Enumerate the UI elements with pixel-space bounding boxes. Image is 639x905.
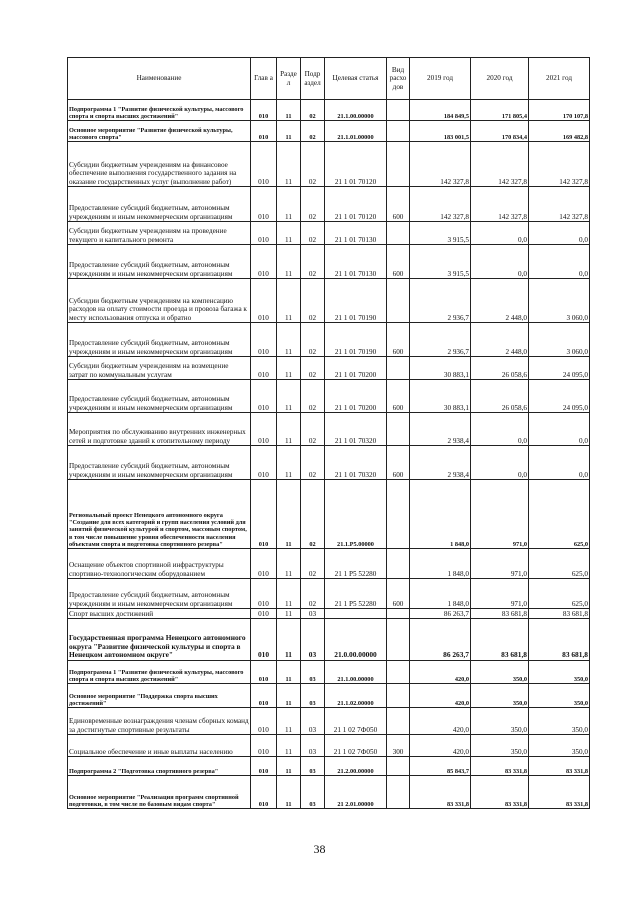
row-name: Предоставление субсидий бюджетным, автономным учреждениям и иным некоммерческим организациям (68, 380, 251, 413)
row-2021: 3 060,0 (529, 279, 590, 323)
row-target: 21 1 01 70190 (325, 323, 387, 357)
row-target: 21 1 01 70320 (325, 413, 387, 446)
row-glava: 010 (251, 245, 277, 279)
row-target: 21 1 01 70320 (325, 446, 387, 480)
row-razdel: 11 (277, 245, 301, 279)
row-expense (387, 757, 410, 776)
row-razdel: 11 (277, 684, 301, 708)
row-2019: 142 327,8 (410, 187, 471, 222)
row-podrazdel: 02 (301, 142, 325, 187)
row-name: Предоставление субсидий бюджетным, автономным учреждениям и иным некоммерческим организациям (68, 323, 251, 357)
row-podrazdel: 02 (301, 323, 325, 357)
row-glava: 010 (251, 708, 277, 735)
row-glava: 010 (251, 609, 277, 619)
row-2019: 1 848,0 (410, 579, 471, 609)
row-razdel: 11 (277, 708, 301, 735)
row-podrazdel: 03 (301, 776, 325, 809)
row-expense (387, 413, 410, 446)
table-row (68, 357, 590, 380)
row-expense (387, 222, 410, 245)
header-target: Целевая статья (325, 58, 387, 100)
row-razdel: 11 (277, 323, 301, 357)
table-row (68, 245, 590, 279)
row-2021: 625,0 (529, 549, 590, 579)
row-expense (387, 708, 410, 735)
row-podrazdel: 02 (301, 480, 325, 549)
row-razdel: 11 (277, 757, 301, 776)
row-name: Предоставление субсидий бюджетным, автономным учреждениям и иным некоммерческим организациям (68, 579, 251, 609)
row-2020: 0,0 (471, 222, 529, 245)
row-2020: 83 331,8 (471, 757, 529, 776)
row-podrazdel: 02 (301, 100, 325, 121)
row-expense (387, 142, 410, 187)
table-row (68, 776, 590, 809)
row-2020: 83 331,8 (471, 776, 529, 809)
row-expense (387, 100, 410, 121)
header-podrazdel: Подр аздел (301, 58, 325, 100)
row-expense: 600 (387, 187, 410, 222)
row-target: 21.2.00.00000 (325, 757, 387, 776)
row-2020: 171 805,4 (471, 100, 529, 121)
row-podrazdel: 03 (301, 757, 325, 776)
table-row (68, 187, 590, 222)
row-2019: 86 263,7 (410, 609, 471, 619)
row-2019: 2 936,7 (410, 323, 471, 357)
row-glava: 010 (251, 757, 277, 776)
row-2020: 2 448,0 (471, 279, 529, 323)
row-2019: 184 849,5 (410, 100, 471, 121)
row-2021: 350,0 (529, 661, 590, 684)
row-expense (387, 619, 410, 661)
row-target: 21 1 01 70130 (325, 245, 387, 279)
row-target: 21.1.P5.00000 (325, 480, 387, 549)
row-target: 21.1.02.00000 (325, 684, 387, 708)
row-expense (387, 279, 410, 323)
row-razdel: 11 (277, 549, 301, 579)
row-name: Субсидии бюджетным учреждениям на проведение текущего и капитального ремонта (68, 222, 251, 245)
row-glava: 010 (251, 222, 277, 245)
row-target: 21 1 01 70120 (325, 187, 387, 222)
row-podrazdel: 03 (301, 708, 325, 735)
table-row (68, 413, 590, 446)
row-name: Единовременные вознаграждения членам сборных команд за достигнутые спортивные результаты (68, 708, 251, 735)
row-2020: 170 834,4 (471, 121, 529, 142)
row-glava: 010 (251, 380, 277, 413)
row-glava: 010 (251, 776, 277, 809)
row-2020: 142 327,8 (471, 142, 529, 187)
row-name: Субсидии бюджетным учреждениям на компенсацию расходов на оплату стоимости проезда и провоза багажа к месту использования отпуска и обратно (68, 279, 251, 323)
row-2019: 420,0 (410, 684, 471, 708)
row-glava: 010 (251, 357, 277, 380)
row-2019: 85 843,7 (410, 757, 471, 776)
row-2020: 971,0 (471, 579, 529, 609)
row-razdel: 11 (277, 222, 301, 245)
row-name: Подпрограмма 2 "Подготовка спортивного резерва" (68, 757, 251, 776)
table-row (68, 446, 590, 480)
row-glava: 010 (251, 735, 277, 757)
table-row (68, 757, 590, 776)
row-podrazdel: 03 (301, 661, 325, 684)
row-target: 21 1 P5 52280 (325, 549, 387, 579)
row-2019: 2 938,4 (410, 446, 471, 480)
row-2020: 0,0 (471, 413, 529, 446)
row-target (325, 609, 387, 619)
row-razdel: 11 (277, 776, 301, 809)
row-name: Подпрограмма 1 "Развитие физической культуры, массового спорта и спорта высших достижений" (68, 100, 251, 121)
row-2020: 83 681,8 (471, 609, 529, 619)
header-name: Наименование (68, 58, 251, 100)
row-target: 21 1 01 70130 (325, 222, 387, 245)
row-glava: 010 (251, 187, 277, 222)
row-2019: 3 915,5 (410, 222, 471, 245)
row-glava: 010 (251, 549, 277, 579)
row-razdel: 11 (277, 279, 301, 323)
table-row (68, 279, 590, 323)
row-2020: 0,0 (471, 446, 529, 480)
row-2021: 24 095,0 (529, 380, 590, 413)
row-2021: 83 331,8 (529, 776, 590, 809)
row-name: Социальное обеспечение и иные выплаты населению (68, 735, 251, 757)
row-name: Мероприятия по обслуживанию внутренних инженерных сетей и подготовке зданий к отопительному периоду (68, 413, 251, 446)
row-2021: 0,0 (529, 446, 590, 480)
row-expense: 600 (387, 446, 410, 480)
row-razdel: 11 (277, 609, 301, 619)
row-name: Оснащение объектов спортивной инфраструктуры спортивно-технологическим оборудованием (68, 549, 251, 579)
row-target: 21 1 01 70200 (325, 380, 387, 413)
row-glava: 010 (251, 323, 277, 357)
row-2019: 30 883,1 (410, 380, 471, 413)
row-target: 21 2.01.00000 (325, 776, 387, 809)
row-2020: 971,0 (471, 549, 529, 579)
row-2020: 83 681,8 (471, 619, 529, 661)
header-2019: 2019 год (410, 58, 471, 100)
row-2019: 30 883,1 (410, 357, 471, 380)
row-2019: 1 848,0 (410, 549, 471, 579)
row-podrazdel: 02 (301, 222, 325, 245)
row-2019: 420,0 (410, 708, 471, 735)
row-razdel: 11 (277, 579, 301, 609)
row-name: Спорт высших достижений (68, 609, 251, 619)
row-target: 21.1.00.00000 (325, 100, 387, 121)
row-razdel: 11 (277, 100, 301, 121)
row-podrazdel: 02 (301, 579, 325, 609)
row-expense (387, 549, 410, 579)
table-row (68, 619, 590, 661)
table-row (68, 609, 590, 619)
row-name: Подпрограмма 1 "Развитие физической культуры, массового спорта и спорта высших достижений" (68, 661, 251, 684)
row-target: 21 1 P5 52280 (325, 579, 387, 609)
row-2021: 350,0 (529, 735, 590, 757)
row-glava: 010 (251, 684, 277, 708)
row-podrazdel: 02 (301, 121, 325, 142)
row-2021: 3 060,0 (529, 323, 590, 357)
row-expense: 600 (387, 323, 410, 357)
row-razdel: 11 (277, 142, 301, 187)
row-razdel: 11 (277, 413, 301, 446)
row-2019: 420,0 (410, 661, 471, 684)
row-target: 21 1 02 7Ф050 (325, 708, 387, 735)
row-2019: 2 938,4 (410, 413, 471, 446)
row-2019: 420,0 (410, 735, 471, 757)
page-number: 38 (313, 842, 326, 856)
table-header-row (68, 58, 590, 100)
row-name: Государственная программа Ненецкого автономного округа "Развитие физической культуры и спорта в Ненецком автономном округе" (68, 619, 251, 661)
row-razdel: 11 (277, 446, 301, 480)
row-2021: 625,0 (529, 480, 590, 549)
row-razdel: 11 (277, 619, 301, 661)
row-2019: 83 331,8 (410, 776, 471, 809)
row-2019: 2 936,7 (410, 279, 471, 323)
row-expense (387, 480, 410, 549)
row-2021: 169 482,8 (529, 121, 590, 142)
row-podrazdel: 02 (301, 279, 325, 323)
row-name: Основное мероприятие "Поддержка спорта высших достижений" (68, 684, 251, 708)
row-name: Субсидии бюджетным учреждениям на возмещение затрат по коммунальным услугам (68, 357, 251, 380)
table-row (68, 549, 590, 579)
row-2020: 142 327,8 (471, 187, 529, 222)
table-row (68, 222, 590, 245)
row-razdel: 11 (277, 661, 301, 684)
row-glava: 010 (251, 413, 277, 446)
row-podrazdel: 03 (301, 619, 325, 661)
table-row (68, 579, 590, 609)
row-2021: 625,0 (529, 579, 590, 609)
row-podrazdel: 02 (301, 413, 325, 446)
header-2020: 2020 год (471, 58, 529, 100)
row-podrazdel: 02 (301, 357, 325, 380)
header-razdel: Разде л (277, 58, 301, 100)
table-row (68, 121, 590, 142)
row-razdel: 11 (277, 480, 301, 549)
table-row (68, 142, 590, 187)
row-name: Субсидии бюджетным учреждениям на финансовое обеспечение выполнения государственного задания на оказание государственных услуг (выполнение работ) (68, 142, 251, 187)
row-2020: 2 448,0 (471, 323, 529, 357)
row-expense (387, 121, 410, 142)
row-2021: 142 327,8 (529, 142, 590, 187)
row-target: 21.0.00.00000 (325, 619, 387, 661)
row-2021: 0,0 (529, 245, 590, 279)
row-expense (387, 776, 410, 809)
row-target: 21 1 01 70120 (325, 142, 387, 187)
row-expense (387, 357, 410, 380)
row-glava: 010 (251, 480, 277, 549)
row-expense (387, 661, 410, 684)
row-2020: 350,0 (471, 661, 529, 684)
row-2019: 3 915,5 (410, 245, 471, 279)
table-row (68, 480, 590, 549)
row-expense (387, 684, 410, 708)
row-2020: 350,0 (471, 684, 529, 708)
row-glava: 010 (251, 121, 277, 142)
table-row (68, 684, 590, 708)
row-name: Предоставление субсидий бюджетным, автономным учреждениям и иным некоммерческим организациям (68, 446, 251, 480)
row-2019: 86 263,7 (410, 619, 471, 661)
row-2019: 183 001,5 (410, 121, 471, 142)
row-2019: 1 848,0 (410, 480, 471, 549)
row-podrazdel: 03 (301, 735, 325, 757)
row-2021: 24 095,0 (529, 357, 590, 380)
row-2021: 83 681,8 (529, 619, 590, 661)
row-2021: 83 331,8 (529, 757, 590, 776)
row-name: Предоставление субсидий бюджетным, автономным учреждениям и иным некоммерческим организациям (68, 187, 251, 222)
header-glava: Глав а (251, 58, 277, 100)
table-row (68, 661, 590, 684)
row-2021: 350,0 (529, 708, 590, 735)
row-name: Предоставление субсидий бюджетным, автономным учреждениям и иным некоммерческим организациям (68, 245, 251, 279)
row-expense: 600 (387, 579, 410, 609)
row-name: Основное мероприятие "Реализация программ спортивной подготовки, в том числе по базовым видам спорта" (68, 776, 251, 809)
row-razdel: 11 (277, 121, 301, 142)
row-target: 21 1 02 7Ф050 (325, 735, 387, 757)
row-glava: 010 (251, 619, 277, 661)
row-name: Региональный проект Ненецкого автономного округа "Создание для всех категорий и групп населения условий для занятий физической культурой и спортом, массовым спортом, в том числе повышение уровня обеспеченности населения объектами спорта и подготовка спортивного резерва" (68, 480, 251, 549)
row-2020: 971,0 (471, 480, 529, 549)
row-2021: 0,0 (529, 222, 590, 245)
row-target: 21.1.01.00000 (325, 121, 387, 142)
row-target: 21 1 01 70190 (325, 279, 387, 323)
row-glava: 010 (251, 661, 277, 684)
row-2020: 26 058,6 (471, 380, 529, 413)
row-razdel: 11 (277, 735, 301, 757)
row-2020: 350,0 (471, 708, 529, 735)
row-target: 21 1 01 70200 (325, 357, 387, 380)
table-row (68, 735, 590, 757)
row-podrazdel: 02 (301, 187, 325, 222)
row-2021: 142 327,8 (529, 187, 590, 222)
row-podrazdel: 02 (301, 446, 325, 480)
row-glava: 010 (251, 100, 277, 121)
header-expense: Вид расхо дов (387, 58, 410, 100)
row-2021: 350,0 (529, 684, 590, 708)
table-row (68, 380, 590, 413)
row-target: 21.1.00.00000 (325, 661, 387, 684)
row-razdel: 11 (277, 380, 301, 413)
row-podrazdel: 03 (301, 609, 325, 619)
table-row (68, 708, 590, 735)
row-expense: 600 (387, 245, 410, 279)
row-expense: 300 (387, 735, 410, 757)
row-2021: 170 107,8 (529, 100, 590, 121)
budget-table (67, 57, 590, 809)
row-podrazdel: 03 (301, 684, 325, 708)
row-2019: 142 327,8 (410, 142, 471, 187)
row-podrazdel: 02 (301, 549, 325, 579)
row-2021: 83 681,8 (529, 609, 590, 619)
row-expense: 600 (387, 380, 410, 413)
row-razdel: 11 (277, 357, 301, 380)
row-name: Основное мероприятие "Развитие физической культуры, массового спорта" (68, 121, 251, 142)
table-row (68, 323, 590, 357)
row-podrazdel: 02 (301, 380, 325, 413)
row-2020: 26 058,6 (471, 357, 529, 380)
row-glava: 010 (251, 142, 277, 187)
row-expense (387, 609, 410, 619)
row-razdel: 11 (277, 187, 301, 222)
row-podrazdel: 02 (301, 245, 325, 279)
row-2020: 350,0 (471, 735, 529, 757)
row-2020: 0,0 (471, 245, 529, 279)
row-2021: 0,0 (529, 413, 590, 446)
row-glava: 010 (251, 279, 277, 323)
header-2021: 2021 год (529, 58, 590, 100)
table-row (68, 100, 590, 121)
row-glava: 010 (251, 579, 277, 609)
row-glava: 010 (251, 446, 277, 480)
